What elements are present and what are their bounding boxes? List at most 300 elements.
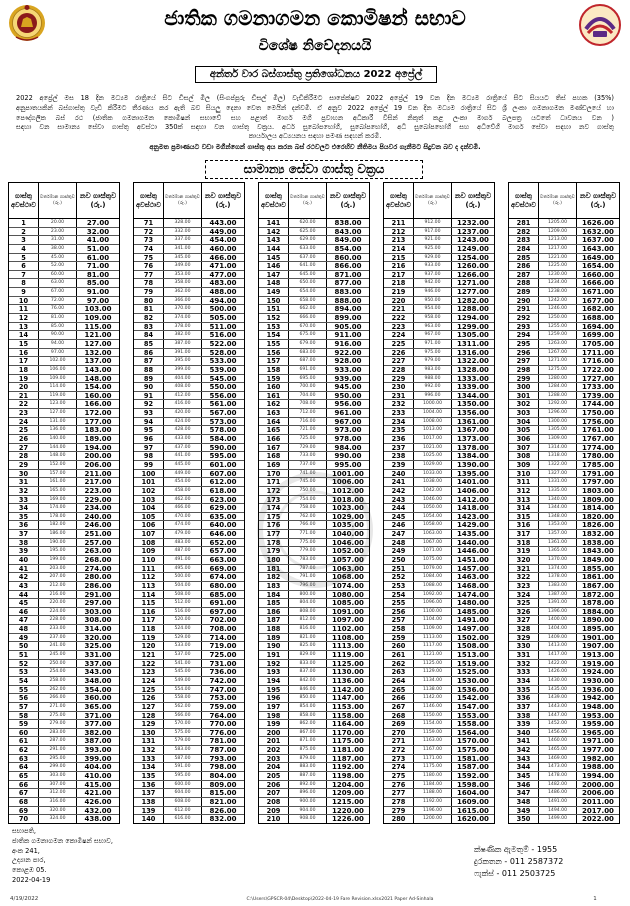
previous-fare: 850.00 xyxy=(289,694,327,702)
new-fare: 939.00 xyxy=(334,374,362,383)
table-row xyxy=(384,616,494,625)
fare-table-header xyxy=(9,183,119,219)
new-fare: 1063.00 xyxy=(332,564,364,573)
table-row xyxy=(384,349,494,358)
previous-fare: 1396.00 xyxy=(539,608,577,616)
stage-number: 32 xyxy=(9,487,39,495)
fare-table-header xyxy=(384,183,494,219)
stage-number: 58 xyxy=(9,712,39,720)
table-row xyxy=(509,478,619,487)
new-fare: 32.00 xyxy=(86,227,110,236)
fare-table-header xyxy=(259,183,369,219)
table-row xyxy=(9,539,119,548)
table-row xyxy=(259,694,369,703)
new-fare: 1423.00 xyxy=(457,512,489,521)
table-row xyxy=(384,444,494,453)
new-fare: 160.00 xyxy=(84,391,112,400)
previous-fare: 212.00 xyxy=(39,582,77,590)
previous-fare: 862.00 xyxy=(289,720,327,728)
new-fare: 1604.00 xyxy=(457,789,489,797)
previous-fare: 102.00 xyxy=(39,357,77,365)
previous-fare: 1353.00 xyxy=(539,521,577,529)
stage-number: 11 xyxy=(9,305,39,313)
new-fare: 1040.00 xyxy=(332,530,364,538)
previous-fare: 1391.00 xyxy=(539,599,577,607)
table-row xyxy=(9,772,119,781)
previous-fare: 929.00 xyxy=(414,254,452,262)
new-fare: 1147.00 xyxy=(332,694,364,702)
table-row xyxy=(134,504,244,513)
previous-fare: 912.00 xyxy=(414,219,452,227)
stage-number: 192 xyxy=(259,660,289,668)
previous-fare: 658.00 xyxy=(289,297,327,305)
stage-number: 36 xyxy=(9,521,39,529)
previous-fare: 320.00 xyxy=(39,807,77,815)
table-row xyxy=(509,245,619,254)
new-fare: 1209.00 xyxy=(332,789,364,797)
new-fare: 640.00 xyxy=(209,521,237,530)
stage-number: 121 xyxy=(134,651,164,659)
stage-number: 327 xyxy=(509,616,539,624)
stage-number: 350 xyxy=(509,815,539,824)
table-row xyxy=(259,746,369,755)
stage-number: 346 xyxy=(509,781,539,789)
stage-number: 190 xyxy=(259,642,289,650)
stage-number: 99 xyxy=(134,461,164,469)
new-fare: 1136.00 xyxy=(332,676,364,685)
new-fare: 387.00 xyxy=(84,737,112,746)
stage-number: 51 xyxy=(9,651,39,659)
previous-fare: 908.00 xyxy=(289,815,327,824)
new-fare: 1243.00 xyxy=(457,236,489,244)
new-fare: 961.00 xyxy=(334,409,362,417)
previous-fare: 666.00 xyxy=(289,314,327,322)
new-fare: 978.00 xyxy=(334,435,362,443)
new-fare: 109.00 xyxy=(84,314,112,322)
new-fare: 505.00 xyxy=(209,314,237,322)
stage-number: 14 xyxy=(9,331,39,339)
new-fare: 1367.00 xyxy=(457,426,489,435)
previous-fare: 558.00 xyxy=(164,694,202,702)
new-fare: 217.00 xyxy=(84,478,112,486)
previous-fare: 366.00 xyxy=(164,297,202,305)
stage-number: 57 xyxy=(9,703,39,711)
new-fare: 1435.00 xyxy=(457,530,489,538)
previous-fare: 382.00 xyxy=(164,331,202,339)
stage-number: 140 xyxy=(134,815,164,824)
table-row xyxy=(9,375,119,384)
new-fare: 137.00 xyxy=(84,357,112,365)
stage-number: 130 xyxy=(134,729,164,737)
stage-number: 257 xyxy=(384,616,414,624)
table-row xyxy=(384,375,494,384)
stage-number: 160 xyxy=(259,383,289,391)
table-row xyxy=(259,236,369,245)
stage-number: 171 xyxy=(259,478,289,486)
stage-number: 221 xyxy=(384,305,414,313)
table-row xyxy=(9,565,119,574)
previous-fare: 1292.00 xyxy=(539,400,577,408)
previous-fare: 157.00 xyxy=(39,470,77,478)
stage-number: 107 xyxy=(134,530,164,538)
table-row xyxy=(384,426,494,435)
previous-fare: 1452.00 xyxy=(539,720,577,728)
new-fare: 449.00 xyxy=(209,227,237,236)
table-row xyxy=(134,582,244,591)
previous-fare: 399.00 xyxy=(164,366,202,374)
table-row xyxy=(384,737,494,746)
new-fare: 393.00 xyxy=(84,746,112,754)
table-row xyxy=(9,254,119,263)
table-row xyxy=(134,565,244,574)
previous-fare: 541.00 xyxy=(164,660,202,668)
stage-number: 40 xyxy=(9,556,39,564)
previous-fare: 1246.00 xyxy=(539,305,577,313)
stage-number: 199 xyxy=(259,720,289,728)
previous-fare: 825.00 xyxy=(289,642,327,650)
table-row xyxy=(259,729,369,738)
previous-fare: 328.00 xyxy=(164,219,202,227)
new-fare: 1497.00 xyxy=(457,625,489,633)
table-row xyxy=(134,530,244,539)
stage-number: 91 xyxy=(134,392,164,400)
stage-number: 333 xyxy=(509,668,539,676)
new-fare: 291.00 xyxy=(84,590,112,599)
stage-number: 133 xyxy=(134,755,164,763)
table-row xyxy=(384,798,494,807)
stage-number: 33 xyxy=(9,496,39,504)
stage-number: 348 xyxy=(509,798,539,806)
stage-number: 176 xyxy=(259,521,289,529)
new-fare: 2011.00 xyxy=(582,797,614,806)
table-row xyxy=(9,496,119,505)
table-row xyxy=(259,426,369,435)
stage-number: 54 xyxy=(9,677,39,685)
previous-fare: 1163.00 xyxy=(414,737,452,745)
previous-fare: 266.00 xyxy=(39,694,77,702)
new-fare: 1542.00 xyxy=(457,694,489,702)
fare-table-header xyxy=(509,183,619,219)
stage-number: 328 xyxy=(509,625,539,633)
new-fare: 595.00 xyxy=(209,452,237,460)
table-row xyxy=(509,746,619,755)
new-fare: 1761.00 xyxy=(582,426,614,435)
previous-fare: 299.00 xyxy=(39,763,77,771)
new-fare: 1277.00 xyxy=(457,288,489,296)
table-row xyxy=(134,271,244,280)
previous-fare: 821.00 xyxy=(289,634,327,642)
stage-header: ගාස්තු අවස්ථාව xyxy=(259,183,289,218)
stage-number: 197 xyxy=(259,703,289,711)
stage-number: 256 xyxy=(384,608,414,616)
stage-number: 153 xyxy=(259,323,289,331)
previous-fare: 1473.00 xyxy=(539,763,577,771)
stage-number: 191 xyxy=(259,651,289,659)
previous-fare: 144.00 xyxy=(39,444,77,452)
table-row xyxy=(9,599,119,608)
new-fare: 1187.00 xyxy=(332,754,364,763)
table-row xyxy=(134,686,244,695)
table-row xyxy=(9,686,119,695)
previous-fare: 262.00 xyxy=(39,686,77,694)
new-fare: 1226.00 xyxy=(332,815,364,824)
new-fare: 343.00 xyxy=(84,668,112,676)
new-fare: 1832.00 xyxy=(582,530,614,538)
legal-warning: අනුමත ප්‍රමාණයට වඩා මගීන්ගෙන් ගාස්තු අය කරන බස් රථවලට එරෙහිව නීතිමය පියවර ගැනීමට සිදුවන බව ද දන්වමි. xyxy=(149,143,481,151)
stage-header: ගාස්තු අවස්ථාව xyxy=(509,183,539,218)
new-fare: 629.00 xyxy=(209,504,237,512)
table-row xyxy=(134,556,244,565)
previous-fare: 445.00 xyxy=(164,461,202,469)
previous-fare: 316.00 xyxy=(39,798,77,806)
previous-fare: 1180.00 xyxy=(414,772,452,780)
table-row xyxy=(259,521,369,530)
table-row xyxy=(9,323,119,332)
table-row xyxy=(134,279,244,288)
new-fare: 1994.00 xyxy=(582,772,614,780)
table-row xyxy=(134,254,244,263)
new-fare: 1666.00 xyxy=(582,279,614,288)
table-row xyxy=(259,297,369,306)
table-row xyxy=(259,228,369,237)
new-fare-header: නව ගාස්තුව (රු.) xyxy=(454,191,492,209)
previous-fare: 307.00 xyxy=(39,781,77,789)
previous-fare: 846.00 xyxy=(289,686,327,694)
stage-number: 12 xyxy=(9,314,39,322)
previous-fare: 754.00 xyxy=(289,496,327,504)
new-fare: 522.00 xyxy=(209,339,237,348)
new-fare: 1525.00 xyxy=(457,668,489,676)
stage-number: 138 xyxy=(134,798,164,806)
previous-fare: 1357.00 xyxy=(539,530,577,538)
new-fare: 268.00 xyxy=(84,555,112,564)
table-row xyxy=(509,297,619,306)
table-row xyxy=(509,807,619,816)
new-fare: 691.00 xyxy=(209,599,237,607)
previous-fare: 650.00 xyxy=(289,279,327,287)
table-row xyxy=(9,573,119,582)
table-row xyxy=(259,331,369,340)
table-row xyxy=(509,435,619,444)
new-fare: 770.00 xyxy=(209,720,237,728)
previous-fare: 1104.00 xyxy=(414,616,452,624)
stage-number: 80 xyxy=(134,297,164,305)
stage-number: 143 xyxy=(259,236,289,244)
table-row xyxy=(384,789,494,798)
new-fare: 61.00 xyxy=(86,253,110,262)
stage-number: 267 xyxy=(384,703,414,711)
table-row xyxy=(509,340,619,349)
new-fare: 1097.00 xyxy=(332,616,364,625)
new-fare: 1491.00 xyxy=(457,616,489,625)
new-fare: 1158.00 xyxy=(332,711,364,720)
table-row xyxy=(509,236,619,245)
stage-number: 244 xyxy=(384,504,414,512)
stage-number: 157 xyxy=(259,357,289,365)
table-row xyxy=(509,556,619,565)
new-fare: 1080.00 xyxy=(332,590,364,599)
new-fare: 280.00 xyxy=(84,573,112,581)
new-fare: 1948.00 xyxy=(582,702,614,711)
table-row xyxy=(259,660,369,669)
table-row xyxy=(384,686,494,695)
table-row xyxy=(259,668,369,677)
new-fare: 1384.00 xyxy=(457,452,489,460)
table-row xyxy=(509,288,619,297)
stage-number: 230 xyxy=(384,383,414,391)
new-fare: 415.00 xyxy=(84,780,112,789)
previous-fare: 428.00 xyxy=(164,426,202,434)
table-row xyxy=(134,521,244,530)
new-fare: 1756.00 xyxy=(582,417,614,426)
new-fare: 421.00 xyxy=(84,789,112,797)
stage-number: 109 xyxy=(134,547,164,555)
new-fare: 360.00 xyxy=(84,694,112,702)
previous-fare: 1443.00 xyxy=(539,703,577,711)
table-row xyxy=(134,608,244,617)
previous-fare: 1275.00 xyxy=(539,366,577,374)
previous-fare: 762.00 xyxy=(289,513,327,521)
stage-number: 329 xyxy=(509,634,539,642)
previous-fare: 1234.00 xyxy=(539,279,577,287)
table-row xyxy=(509,228,619,237)
previous-fare: 332.00 xyxy=(164,228,202,236)
table-row xyxy=(134,331,244,340)
previous-fare: 408.00 xyxy=(164,383,202,391)
stage-number: 23 xyxy=(9,409,39,417)
stage-number: 335 xyxy=(509,686,539,694)
stage-number: 125 xyxy=(134,686,164,694)
stage-number: 169 xyxy=(259,461,289,469)
new-fare: 1785.00 xyxy=(582,460,614,469)
table-row xyxy=(384,642,494,651)
table-row xyxy=(259,642,369,651)
new-fare: 1936.00 xyxy=(582,685,614,694)
table-row xyxy=(9,660,119,669)
table-row xyxy=(384,478,494,487)
new-fare: 1615.00 xyxy=(457,806,489,815)
new-fare: 1001.00 xyxy=(332,469,364,478)
new-fare: 922.00 xyxy=(334,348,362,357)
stage-number: 18 xyxy=(9,366,39,374)
previous-fare: 520.00 xyxy=(164,616,202,624)
stage-number: 212 xyxy=(384,228,414,236)
stage-number: 227 xyxy=(384,357,414,365)
table-row xyxy=(384,331,494,340)
new-fare: 251.00 xyxy=(84,530,112,538)
stage-number: 79 xyxy=(134,288,164,296)
stage-number: 81 xyxy=(134,305,164,313)
previous-fare: 1491.00 xyxy=(539,798,577,806)
table-row xyxy=(259,547,369,556)
new-fare: 1220.00 xyxy=(332,806,364,815)
new-fare: 1074.00 xyxy=(332,581,364,590)
new-fare: 325.00 xyxy=(84,642,112,651)
previous-fare: 662.00 xyxy=(289,305,327,313)
stage-number: 110 xyxy=(134,556,164,564)
table-row xyxy=(9,547,119,556)
previous-fare: 900.00 xyxy=(289,798,327,806)
stage-number: 343 xyxy=(509,755,539,763)
stage-number: 154 xyxy=(259,331,289,339)
new-fare: 1907.00 xyxy=(582,642,614,651)
table-row xyxy=(134,789,244,798)
previous-fare: 1486.00 xyxy=(539,789,577,797)
new-fare: 1872.00 xyxy=(582,590,614,599)
table-row xyxy=(9,452,119,461)
new-fare: 1826.00 xyxy=(582,521,614,530)
table-row xyxy=(9,530,119,539)
table-row xyxy=(134,487,244,496)
table-row xyxy=(509,608,619,617)
stage-number: 132 xyxy=(134,746,164,754)
table-row xyxy=(509,677,619,686)
stage-number: 55 xyxy=(9,686,39,694)
table-row xyxy=(259,288,369,297)
new-fare: 995.00 xyxy=(334,460,362,469)
table-row xyxy=(134,660,244,669)
table-row xyxy=(509,279,619,288)
stage-number: 141 xyxy=(259,219,289,227)
previous-fare-header: වර්තමාන ගාස්තුව (රු.) xyxy=(164,183,202,218)
sri-lanka-emblem-icon xyxy=(8,3,46,43)
new-fare: 990.00 xyxy=(334,452,362,460)
new-fare: 1373.00 xyxy=(457,435,489,443)
notice-line: 2022 අප්‍රේල් මස 18 දින මධ්‍යම රාත්‍රියේ සිට ඩීසල් මිල (සිංගප්පූරු ඩීසල් මිල) වැඩිකිරීමට සාපේක්ෂව 2022 අප්‍රේල් 19 වන දින මධ්‍යම රාත්‍රියේ සිට සියයට තිස් පහක (35%) xyxy=(16,94,614,102)
previous-fare: 1221.00 xyxy=(539,254,577,262)
stage-number: 306 xyxy=(509,435,539,443)
new-fare: 27.00 xyxy=(86,219,110,227)
table-row xyxy=(134,642,244,651)
stage-number: 86 xyxy=(134,349,164,357)
previous-fare: 1205.00 xyxy=(539,219,577,227)
stage-number: 187 xyxy=(259,616,289,624)
new-fare: 539.00 xyxy=(209,365,237,374)
previous-fare: 63.00 xyxy=(39,279,77,287)
stage-number: 247 xyxy=(384,530,414,538)
table-row xyxy=(134,720,244,729)
table-row xyxy=(134,236,244,245)
stage-number: 24 xyxy=(9,418,39,426)
new-fare: 404.00 xyxy=(84,763,112,771)
stage-number: 285 xyxy=(509,254,539,262)
table-row xyxy=(384,297,494,306)
previous-fare: 1331.00 xyxy=(539,478,577,486)
fax: ෆැක්ස් - 011 2503725 xyxy=(474,869,556,878)
previous-fare: 454.00 xyxy=(164,478,202,486)
new-fare: 928.00 xyxy=(334,357,362,365)
table-row xyxy=(259,634,369,643)
table-row xyxy=(384,556,494,565)
stage-number: 296 xyxy=(509,349,539,357)
table-row xyxy=(134,461,244,470)
stage-number: 342 xyxy=(509,746,539,754)
table-row xyxy=(259,262,369,271)
previous-fare: 81.00 xyxy=(39,314,77,322)
previous-fare: 131.00 xyxy=(39,418,77,426)
previous-fare: 816.00 xyxy=(289,625,327,633)
new-fare: 1930.00 xyxy=(582,676,614,685)
table-row xyxy=(384,470,494,479)
stage-number: 90 xyxy=(134,383,164,391)
stage-number: 60 xyxy=(9,729,39,737)
stage-number: 252 xyxy=(384,573,414,581)
previous-fare: 1084.00 xyxy=(414,573,452,581)
table-row xyxy=(384,634,494,643)
previous-fare: 741.00 xyxy=(289,470,327,478)
table-row xyxy=(259,323,369,332)
stage-number: 129 xyxy=(134,720,164,728)
